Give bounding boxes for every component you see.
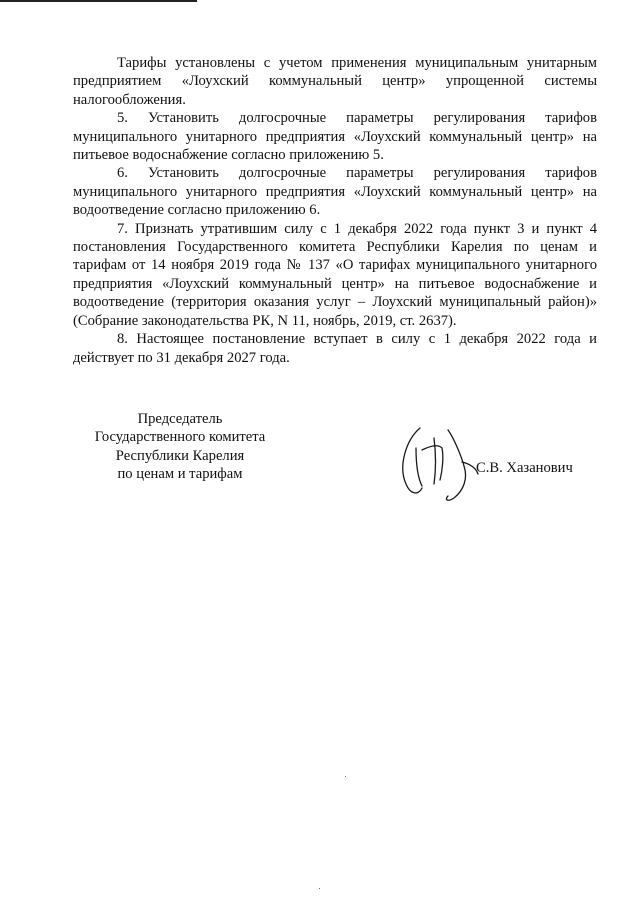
scan-speck (319, 888, 320, 889)
header-rule (0, 0, 197, 2)
scan-speck (345, 776, 346, 777)
position-line: Председатель (137, 411, 223, 427)
paragraph-item-8: 8. Настоящее постановление вступает в силу с 1 декабря 2022 года и действует по 31 декабря 2027 года. (73, 331, 597, 366)
handwritten-signature (392, 418, 487, 508)
signatory-position (60, 410, 300, 484)
paragraph-tariff-note: Тарифы установлены с учетом применения муниципальным унитарным предприятием «Лоухский коммунальный центр» упрощенной системы налогообложения. (73, 55, 597, 108)
position-line: Республики Карелия (115, 447, 245, 464)
document-body (73, 54, 597, 367)
position-line: по ценам и тарифам (117, 466, 243, 483)
paragraph-item-5: 5. Установить долгосрочные параметры регулирования тарифов муниципального унитарного предприятия «Лоухский коммунальный центр» на питьевое водоснабжение согласно приложению 5. (73, 110, 597, 164)
paragraph-item-7: 7. Признать утратившим силу с 1 декабря 2022 года пункт 3 и пункт 4 постановления Государственного комитета Республики Карелия по ценам и тарифам от 14 ноября 2019 года № 137 «О тарифах муниципального унитарного предприятия «Лоухский коммунальный центр» на питьевое водоснабжение и водоотведение (территория оказания услуг – Лоухский муниципальный район)» (Собрание законодательства РК, N 11, ноябрь, 2019, ст. 2637). (73, 220, 597, 329)
paragraph-item-6: 6. Установить долгосрочные параметры регулирования тарифов муниципального унитарного предприятия «Лоухский коммунальный центр» на водоотведение согласно приложению 6. (73, 165, 597, 219)
position-line: Государственного комитета (94, 429, 266, 446)
signer-name: С.В. Хазанович (476, 460, 573, 476)
